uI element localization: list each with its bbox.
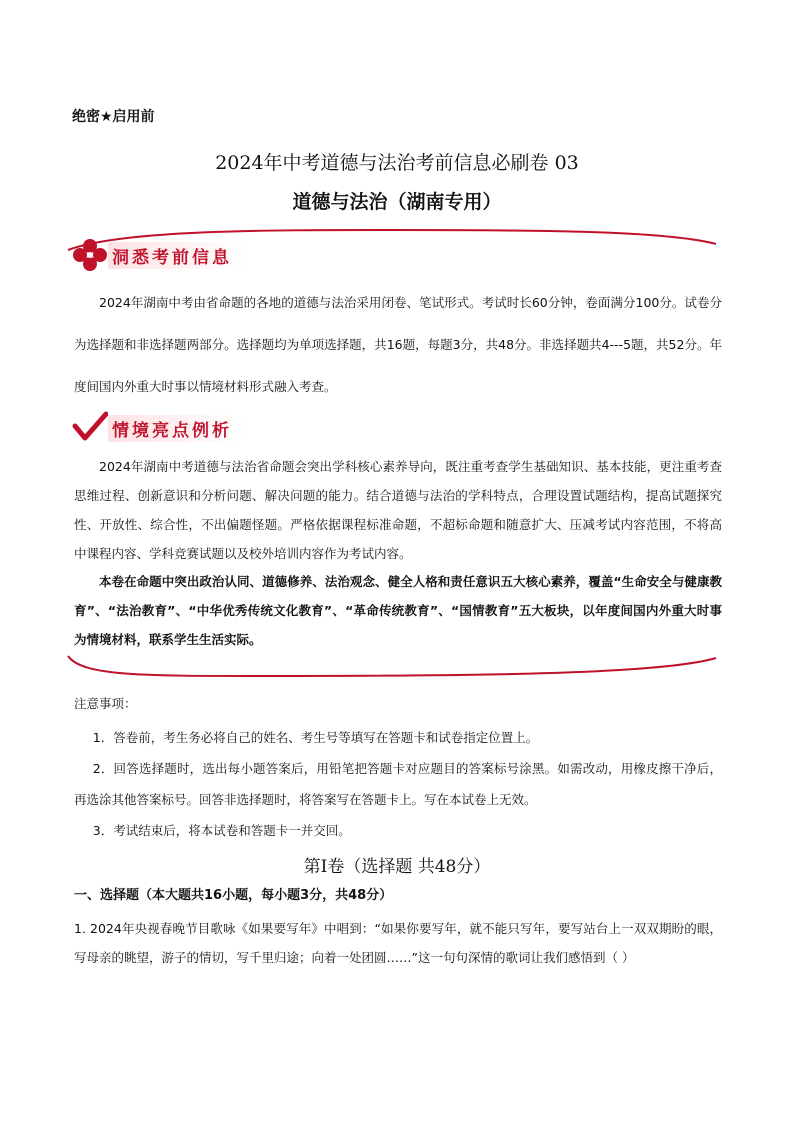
highlights-paragraph-2: 本卷在命题中突出政治认同、道德修养、法治观念、健全人格和责任意识五大核心素养，覆盖“生命安全与健康教育”、“法治教育”、“中华优秀传统文化教育”、“革命传统教育”、“国情教育”五大板块，以年度间国内外重大时事为情境材料，联系学生生活实际。 <box>74 574 722 647</box>
check-mark-icon <box>72 411 108 445</box>
page-subtitle: 道德与法治（湖南专用） <box>292 191 502 213</box>
notes-item: 3．考试结束后，将本试卷和答题卡一并交回。 <box>92 823 351 838</box>
highlights-banner <box>72 413 244 443</box>
highlights-paragraph-1: 2024年湖南中考道德与法治省命题会突出学科核心素养导向，既注重考查学生基础知识、基本技能，更注重考查思维过程、创新意识和分析问题、解决问题的能力。结合道德与法治的学科特点，合理设置试题结构，提高试题探究性、开放性、综合性，不出偏题怪题。严格依据课程标准命题，不超标命题和随意扩大、压减考试内容范围，不将高中课程内容、学科竞赛试题以及校外培训内容作为考试内容。 <box>74 459 722 561</box>
confidential-label: 绝密★启用前 <box>72 109 155 125</box>
highlights-banner-label: 情境亮点例析 <box>108 415 244 442</box>
notes-item: 2．回答选择题时，选出每小题答案后，用铅笔把答题卡对应题目的答案标号涂黑。如需改动，用橡皮擦干净后，再选涂其他答案标号。回答非选择题时，将答案写在答题卡上。写在本试卷上无效。 <box>74 761 722 807</box>
flower-icon <box>72 238 108 272</box>
notes-heading: 注意事项： <box>74 696 137 711</box>
question-group-heading: 一、选择题（本大题共16小题，每小题3分，共48分） <box>74 888 393 903</box>
notes-item: 1．答卷前，考生务必将自己的姓名、考生号等填写在答题卡和试卷指定位置上。 <box>92 730 539 745</box>
notes-section <box>74 694 722 846</box>
info-frame-bottom <box>62 640 724 700</box>
exam-info-banner <box>72 240 244 270</box>
section-title: 第Ⅰ卷（选择题 共48分） <box>303 857 491 877</box>
question-1: 1. 2024年央视春晚节目歌咏《如果要写年》中唱到：“如果你要写年，就不能只写年，要写站台上一双双期盼的眼，写母亲的眺望，游子的情切，写千里归途；向着一处团圆……”这一句句深情的歌词让我们感悟到（ ） <box>74 921 722 965</box>
page-title: 2024年中考道德与法治考前信息必刷卷 03 <box>215 152 579 174</box>
exam-info-banner-label: 洞悉考前信息 <box>108 242 244 269</box>
exam-info-paragraph: 2024年湖南中考由省命题的各地的道德与法治采用闭卷、笔试形式。考试时长60分钟，卷面满分100分。试卷分为选择题和非选择题两部分。选择题均为单项选择题，共16题，每题3分，共48分。非选择题共4---5题，共52分。年度间国内外重大时事以情境材料形式融入考查。 <box>74 295 722 394</box>
